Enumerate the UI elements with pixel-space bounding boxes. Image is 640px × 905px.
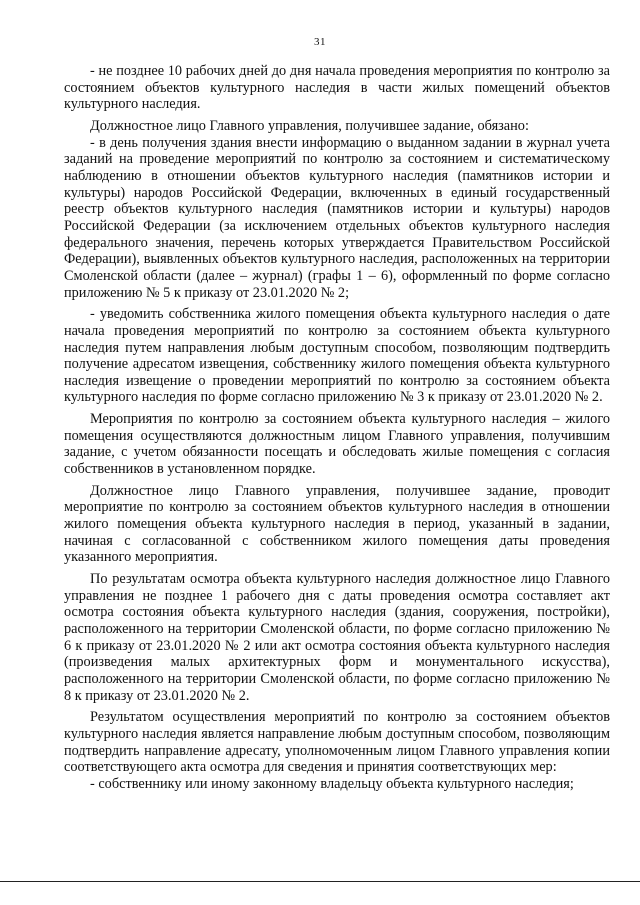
paragraph-control-measures: Мероприятия по контролю за состоянием объекта культурного наследия – жилого помещения осуществляются должностным лицом Главного управления, получившим задание, с учетом обязанности посещать и обследовать жилые помещения с согласия собственников в установленном порядке. (64, 411, 610, 478)
paragraph-result: Результатом осуществления мероприятий по контролю за состоянием объектов культурного наследия является направление любым доступным способом, позволяющим подтвердить направление адресату, уполномоченным лицом Главного управления копии соответствующего акта осмотра для сведения и принятия соответствующих мер: (64, 709, 610, 776)
paragraph-notify-owner: - уведомить собственника жилого помещения объекта культурного наследия о дате начала проведения мероприятий по контролю за состоянием объекта культурного наследия путем направления любым доступным способом, позволяющим подтвердить получение адресатом извещения, собственнику жилого помещения объекта культурного наследия извещение о проведении мероприятий по контролю за состоянием объекта культурного наследия по форме согласно приложению № 3 к приказу от 23.01.2020 № 2. (64, 306, 610, 406)
page-number: 31 (314, 36, 326, 48)
paragraph-inspection-act: По результатам осмотра объекта культурного наследия должностное лицо Главного управления не позднее 1 рабочего дня с даты проведения осмотра составляет акт осмотра состояния объекта культурного наследия (здания, сооружения, постройки), расположенного на территории Смоленской области, по форме согласно приложению № 6 к приказу от 23.01.2020 № 2 или акт осмотра состояния объекта культурного наследия (произведения малых архитектурных форм и монументального искусства), расположенного на территории Смоленской области, по форме согласно приложению № 8 к приказу от 23.01.2020 № 2. (64, 571, 610, 704)
paragraph-recipient-owner: - собственнику или иному законному владельцу объекта культурного наследия; (90, 775, 574, 792)
footer-divider (0, 881, 640, 882)
paragraph-official-obligations: Должностное лицо Главного управления, получившее задание, обязано: (90, 117, 529, 134)
paragraph-deadline: - не позднее 10 рабочих дней до дня начала проведения мероприятия по контролю за состоянием объектов культурного наследия в части жилых помещений объектов культурного наследия. (64, 63, 610, 113)
paragraph-conducts-measure: Должностное лицо Главного управления, получившее задание, проводит мероприятие по контролю за состоянием объектов культурного наследия в отношении жилого помещения объекта культурного наследия в период, указанный в задании, начиная с согласованной с собственником жилого помещения даты проведения указанного мероприятия. (64, 482, 610, 566)
paragraph-journal-entry: - в день получения здания внести информацию о выданном задании в журнал учета заданий на проведение мероприятий по контролю за состоянием и систематическому наблюдению в отношении объектов культурного наследия (памятников истории и культуры) народов Российской Федерации, включенных в единый государственный реестр объектов культурного наследия (памятников истории и культуры) народов Российской Федерации (за исключением отдельных объектов культурного наследия федерального значения, перечень которых утверждается Правительством Российской Федерации), выявленных объектов культурного наследия, расположенных на территории Смоленской области (далее – журнал) (графы 1 – 6), оформленный по форме согласно приложению № 5 к приказу от 23.01.2020 № 2; (64, 134, 610, 301)
document-body (64, 63, 610, 793)
